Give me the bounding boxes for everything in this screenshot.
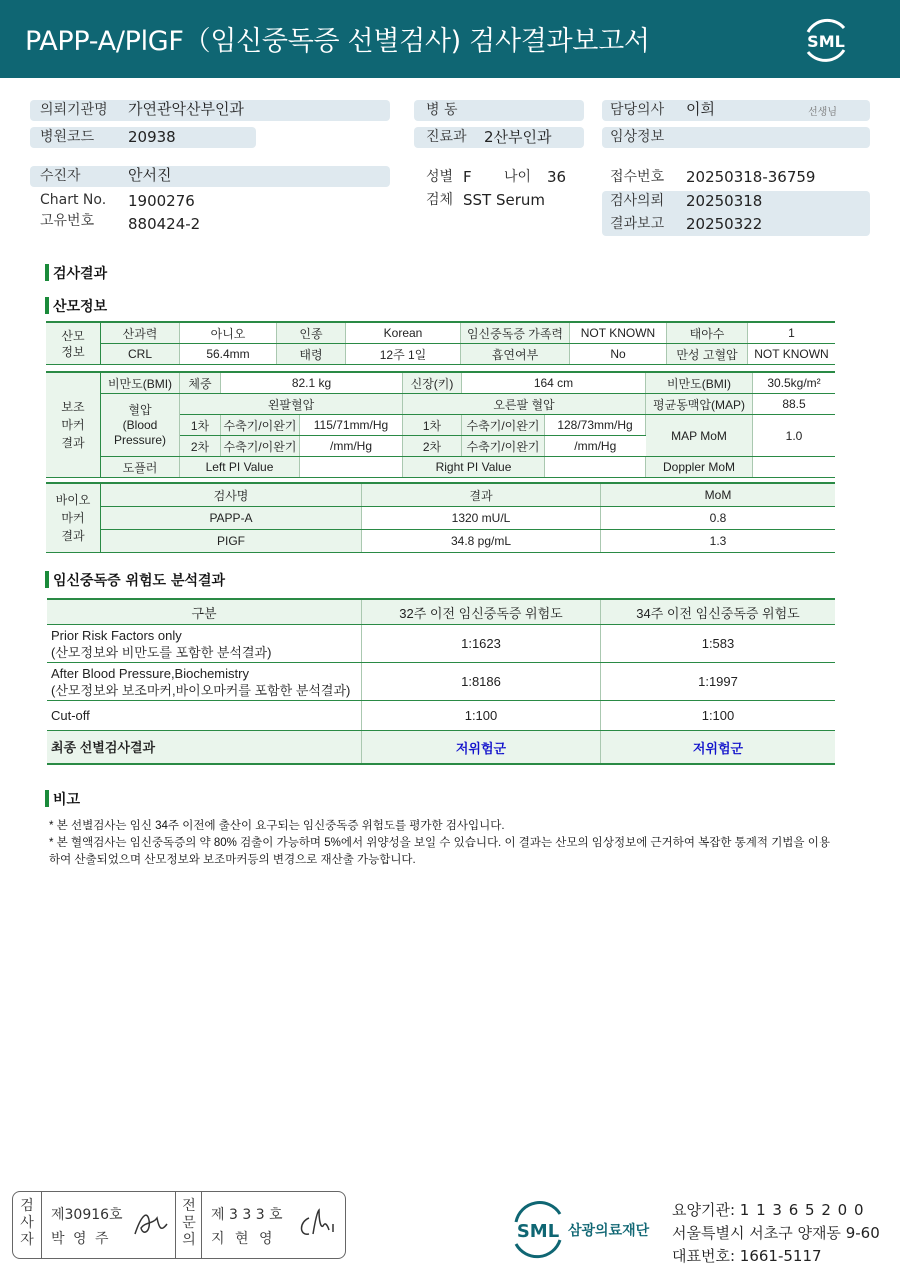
risk-value-32: 1:8186: [362, 663, 601, 701]
receipt-label: 접수번호: [610, 169, 665, 185]
bmi-label: 비만도(BMI): [101, 372, 180, 394]
section-remarks: 비고: [45, 789, 80, 809]
report-title: PAPP-A/PlGF（임신중독증 선별검사) 검사결과보고서: [25, 26, 650, 57]
examiner-license: 제30916호: [51, 1207, 123, 1223]
race-value: Korean: [346, 322, 461, 344]
risk-header-32: 32주 이전 임신중독증 위험도: [362, 599, 601, 625]
specimen-label: 검체: [426, 192, 454, 208]
left-bp-1: 115/71mm/Hg: [300, 415, 403, 436]
rpi-value: [545, 457, 646, 478]
section-risk: 임신중독증 위험도 분석결과: [45, 570, 225, 590]
svg-text:SML: SML: [516, 1221, 560, 1242]
examiner-name: 박 영 주: [51, 1231, 111, 1247]
table-row: [46, 507, 835, 530]
final-label: 최종 선별검사결과: [47, 731, 362, 765]
htn-label: 만성 고혈압: [667, 344, 748, 365]
specimen-value: SST Serum: [463, 191, 546, 209]
specialist-name: 지 현 영: [211, 1231, 276, 1247]
map-value: 88.5: [753, 394, 836, 415]
signature-box: [12, 1191, 346, 1259]
dept-label: 진료과: [426, 129, 467, 145]
mapmom-label: MAP MoM: [646, 415, 753, 457]
smoke-label: 흡연여부: [461, 344, 570, 365]
uid-value: 880424-2: [128, 215, 201, 233]
right-second-label: 2차: [403, 436, 462, 457]
lpi-value: [300, 457, 403, 478]
hospital-value: 가연관악산부인과: [128, 100, 244, 118]
risk-table: [47, 598, 835, 765]
biomarker-table: [46, 482, 835, 553]
footer-phone: 대표번호: 1661-5117: [672, 1247, 822, 1265]
doppler-label: 도플러: [101, 457, 180, 478]
bio-result: 1320 mU/L: [362, 507, 601, 530]
right-bp-1: 128/73mm/Hg: [545, 415, 646, 436]
risk-header-category: 구분: [47, 599, 362, 625]
family-value: NOT KNOWN: [570, 322, 667, 344]
sex-value: F: [463, 168, 472, 186]
risk-row-label: Prior Risk Factors only (산모정보와 비만도를 포함한 분석결과): [47, 625, 362, 663]
risk-header-34: 34주 이전 임신중독증 위험도: [601, 599, 836, 625]
lpi-label: Left PI Value: [180, 457, 300, 478]
doctor-value: 이희: [686, 100, 715, 118]
aux-marker-table: [46, 371, 835, 478]
ward-label: 병 동: [426, 102, 458, 118]
table-row: [47, 663, 835, 701]
right-sysdia-2: 수축기/이완기: [462, 436, 545, 457]
family-label: 임신중독증 가족력: [461, 322, 570, 344]
parity-label: 산과력: [101, 322, 180, 344]
doctor-suffix: 선생님: [808, 107, 837, 118]
specialist-license: 제 3 3 3 호: [211, 1207, 283, 1223]
sex-label: 성별: [426, 169, 454, 185]
doctor-label: 담당의사: [610, 102, 665, 118]
bio-header-name: 검사명: [101, 483, 362, 507]
svg-text:SML: SML: [807, 32, 845, 51]
crl-value: 56.4mm: [180, 344, 277, 365]
svg-text:삼광의료재단: 삼광의료재단: [568, 1223, 650, 1239]
smoke-value: No: [570, 344, 667, 365]
right-arm-label: 오른팔 혈압: [403, 394, 646, 415]
patient-row-bg: [30, 166, 390, 187]
dmom-label: Doppler MoM: [646, 457, 753, 478]
maternal-table: [46, 321, 835, 365]
risk-value-32: 1:1623: [362, 625, 601, 663]
report-label: 결과보고: [610, 216, 665, 232]
height-value: 164 cm: [462, 372, 646, 394]
bio-mom: 1.3: [601, 530, 836, 553]
bio-header-mom: MoM: [601, 483, 836, 507]
right-sysdia-1: 수축기/이완기: [462, 415, 545, 436]
left-first-label: 1차: [180, 415, 221, 436]
table-row: [47, 701, 835, 731]
receipt-value: 20250318-36759: [686, 168, 816, 186]
risk-row-label: After Blood Pressure,Biochemistry (산모정보와 보조마커,바이오마커를 포함한 분석결과): [47, 663, 362, 701]
rpi-label: Right PI Value: [403, 457, 545, 478]
table-row: [47, 625, 835, 663]
patient-value: 안서진: [128, 166, 172, 184]
section-maternal: 산모정보: [45, 296, 107, 316]
risk-row-label: Cut-off: [47, 701, 362, 731]
bio-mom: 0.8: [601, 507, 836, 530]
mapmom-value: 1.0: [753, 415, 836, 457]
age-label: 나이: [504, 169, 532, 185]
bp-label: 혈압 (Blood Pressure): [101, 394, 180, 457]
report-header: [0, 0, 900, 78]
chart-value: 1900276: [128, 192, 195, 210]
risk-value-34: 1:583: [601, 625, 836, 663]
maternal-cat: 산모 정보: [46, 322, 101, 365]
aux-cat: 보조 마커 결과: [46, 372, 101, 478]
bio-name: PAPP-A: [101, 507, 362, 530]
right-bp-2: /mm/Hg: [545, 436, 646, 457]
risk-value-32: 1:100: [362, 701, 601, 731]
final-value-34: 저위험군: [601, 731, 836, 765]
bio-name: PIGF: [101, 530, 362, 553]
weight-value: 82.1 kg: [221, 372, 403, 394]
examiner-label: 검 사 자: [20, 1198, 34, 1248]
bmi-value: 30.5kg/m²: [753, 372, 836, 394]
race-label: 인종: [277, 322, 346, 344]
dept-value: 2산부인과: [484, 128, 552, 146]
fetus-label: 태아수: [667, 322, 748, 344]
specialist-label: 전 문 의: [182, 1198, 196, 1248]
bio-cat: 바이오 마커 결과: [46, 483, 101, 553]
bio-header-result: 결과: [362, 483, 601, 507]
request-label: 검사의뢰: [610, 193, 665, 209]
risk-value-34: 1:1997: [601, 663, 836, 701]
footer-address: 서울특별시 서초구 양재동 9-60: [672, 1224, 880, 1242]
table-row: [46, 530, 835, 553]
clinical-label: 임상정보: [610, 129, 665, 145]
report-value: 20250322: [686, 215, 763, 233]
crl-label: CRL: [101, 344, 180, 365]
chart-label: Chart No.: [40, 192, 107, 208]
height-label: 신장(키): [403, 372, 462, 394]
section-results: 검사결과: [45, 263, 107, 283]
code-value: 20938: [128, 128, 176, 146]
map-label: 평균동맥압(MAP): [646, 394, 753, 415]
left-second-label: 2차: [180, 436, 221, 457]
bmi-label-2: 비만도(BMI): [646, 372, 753, 394]
examiner-signature-icon: [131, 1206, 171, 1242]
code-label: 병원코드: [40, 129, 95, 145]
weight-label: 체중: [180, 372, 221, 394]
note-line: * 본 혈액검사는 임신중독증의 약 80% 검출이 가능하며 5%에서 위양성을 보일 수 있습니다. 이 결과는 산모의 임상정보에 근거하여 복잡한 통계적 기법을 이용하여 산출되었으며 산모정보와 보조마커등의 변경으로 재산출 가능합니다.: [49, 837, 830, 866]
bio-result: 34.8 pg/mL: [362, 530, 601, 553]
sml-logo-icon: [800, 14, 852, 66]
dmom-value: [753, 457, 836, 478]
parity-value: 아니오: [180, 322, 277, 344]
htn-value: NOT KNOWN: [748, 344, 836, 365]
left-bp-2: /mm/Hg: [300, 436, 403, 457]
age-value: 36: [547, 168, 567, 186]
ga-value: 12주 1일: [346, 344, 461, 365]
request-value: 20250318: [686, 192, 763, 210]
left-sysdia-1: 수축기/이완기: [221, 415, 300, 436]
uid-label: 고유번호: [40, 213, 95, 229]
fetus-value: 1: [748, 322, 836, 344]
left-arm-label: 왼팔혈압: [180, 394, 403, 415]
hospital-label: 의뢰기관명: [40, 102, 108, 118]
left-sysdia-2: 수축기/이완기: [221, 436, 300, 457]
patient-label: 수진자: [40, 168, 81, 184]
remarks-text: [49, 818, 839, 869]
sml-footer-logo-icon: [508, 1200, 668, 1260]
specialist-signature-icon: [295, 1204, 339, 1244]
final-result-row: [47, 731, 835, 765]
right-first-label: 1차: [403, 415, 462, 436]
note-line: * 본 선별검사는 임신 34주 이전에 출산이 요구되는 임신중독증 위험도를 평가한 검사입니다.: [49, 820, 505, 832]
footer-code: 요양기관: 1 1 3 6 5 2 0 0: [672, 1201, 865, 1219]
risk-value-34: 1:100: [601, 701, 836, 731]
final-value-32: 저위험군: [362, 731, 601, 765]
ga-label: 태령: [277, 344, 346, 365]
